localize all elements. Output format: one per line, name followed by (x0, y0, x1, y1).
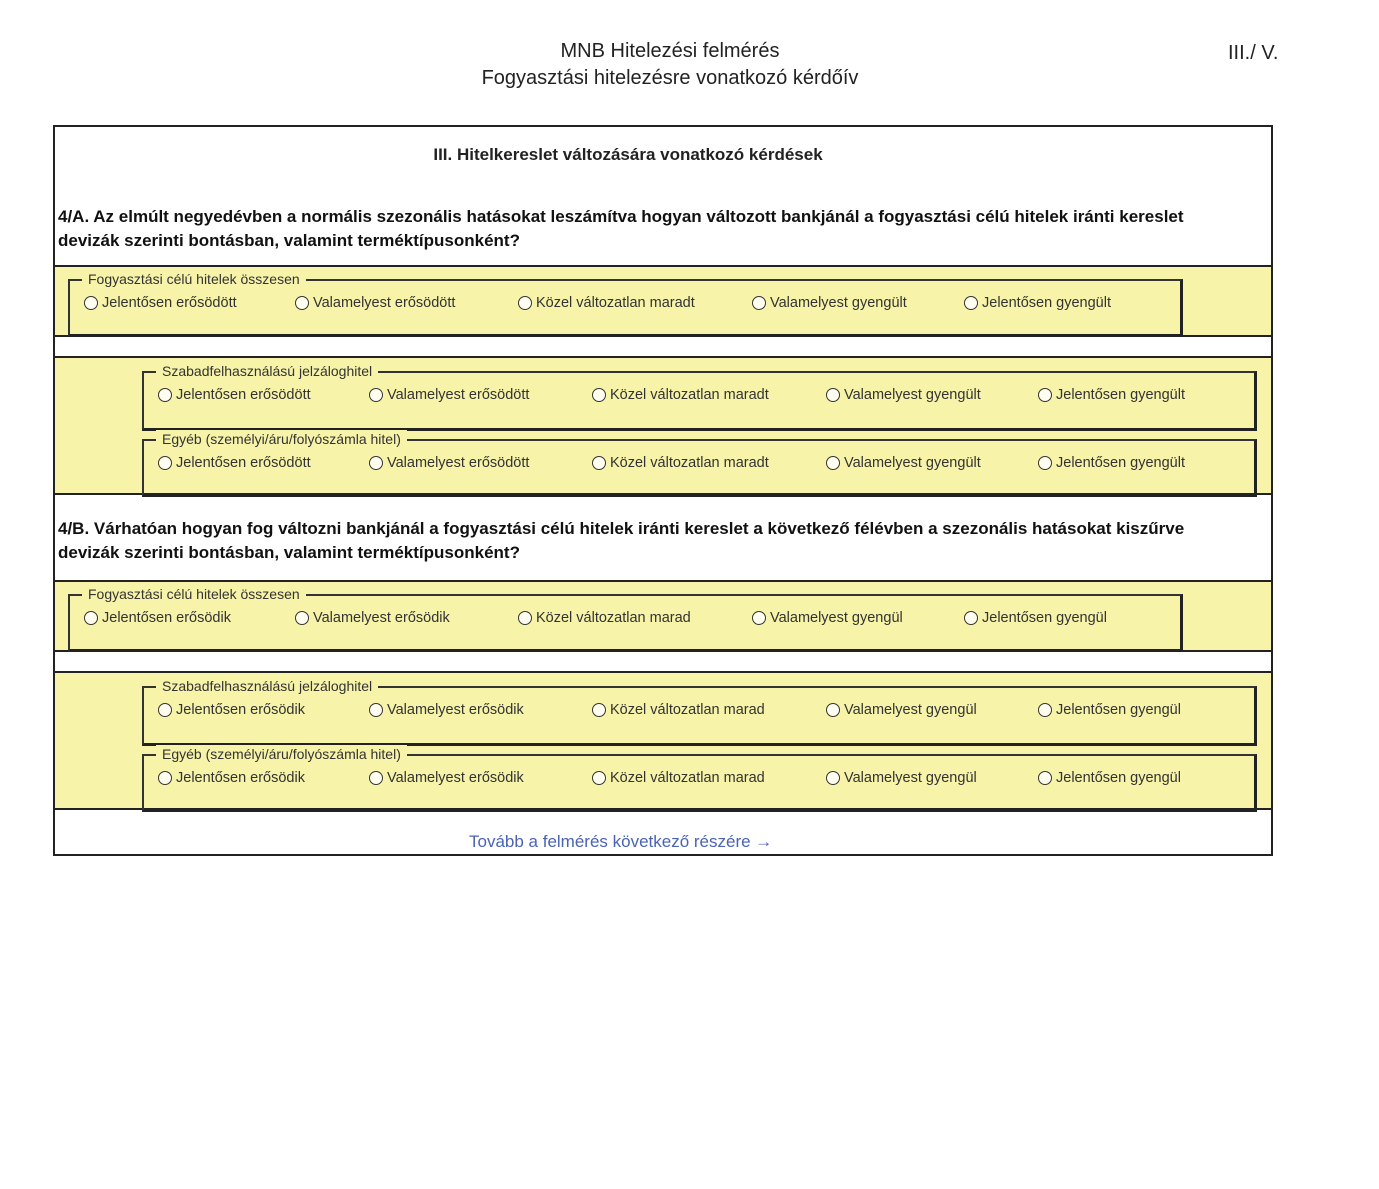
questionnaire-frame (53, 125, 1273, 856)
radio-option[interactable] (592, 702, 765, 718)
radio-label: Valamelyest erősödött (387, 455, 530, 471)
radio-option[interactable] (518, 295, 695, 311)
section-title: III. Hitelkereslet változására vonatkozó kérdések (433, 145, 823, 164)
radio-button[interactable] (518, 296, 532, 310)
radio-option[interactable] (84, 295, 237, 311)
radio-option[interactable] (1038, 387, 1185, 403)
fieldset-4a-other (142, 431, 1257, 497)
radio-option[interactable] (295, 610, 450, 626)
radio-label: Valamelyest gyengül (844, 770, 977, 786)
radio-button[interactable] (158, 771, 172, 785)
question-4b-total-band (55, 580, 1271, 652)
radio-button[interactable] (369, 456, 383, 470)
question-4b-text (58, 517, 1270, 565)
fieldset-legend: Egyéb (személyi/áru/folyószámla hitel) (156, 430, 407, 448)
question-4a-total-band (55, 265, 1271, 337)
radio-option[interactable] (158, 387, 311, 403)
fieldset-4b-other (142, 746, 1257, 812)
radio-label: Jelentősen erősödött (176, 455, 311, 471)
radio-label: Jelentősen erősödik (176, 770, 305, 786)
radio-label: Valamelyest gyengült (844, 387, 981, 403)
radio-button[interactable] (592, 771, 606, 785)
fieldset-4a-mortgage (142, 363, 1257, 431)
question-4a-types-band (55, 356, 1271, 495)
radio-label: Közel változatlan maradt (610, 455, 769, 471)
radio-button[interactable] (295, 611, 309, 625)
radio-button[interactable] (964, 611, 978, 625)
radio-button[interactable] (592, 388, 606, 402)
radio-label: Jelentősen gyengül (1056, 770, 1181, 786)
radio-label: Közel változatlan marad (610, 702, 765, 718)
radio-option[interactable] (826, 702, 977, 718)
radio-label: Közel változatlan marad (610, 770, 765, 786)
question-4a-line1: 4/A. Az elmúlt negyedévben a normális szezonális hatásokat leszámítva hogyan változott bankjánál a fogyasztási célú hitelek iránti kereslet (58, 207, 1184, 226)
radio-option[interactable] (1038, 702, 1181, 718)
radio-option[interactable] (592, 387, 769, 403)
radio-option[interactable] (369, 455, 529, 471)
radio-label: Közel változatlan maradt (536, 295, 695, 311)
page-number: III./ V. (1228, 42, 1279, 64)
radio-button[interactable] (1038, 456, 1052, 470)
question-4b-line1: 4/B. Várhatóan hogyan fog változni bankjánál a fogyasztási célú hitelek iránti kereslet a következő félévben a szezonális hatásokat kiszűrve (58, 519, 1185, 538)
radio-button[interactable] (826, 703, 840, 717)
radio-button[interactable] (158, 703, 172, 717)
radio-label: Valamelyest erősödik (387, 702, 524, 718)
radio-option[interactable] (752, 295, 907, 311)
radio-label: Jelentősen erősödött (102, 295, 237, 311)
radio-label: Jelentősen gyengül (1056, 702, 1181, 718)
radio-label: Valamelyest erősödött (387, 387, 530, 403)
radio-button[interactable] (826, 771, 840, 785)
fieldset-4a-total (68, 271, 1183, 337)
radio-option[interactable] (826, 770, 977, 786)
radio-label: Valamelyest gyengül (770, 610, 903, 626)
radio-button[interactable] (84, 296, 98, 310)
radio-button[interactable] (826, 456, 840, 470)
radio-button[interactable] (1038, 771, 1052, 785)
radio-button[interactable] (369, 703, 383, 717)
radio-label: Valamelyest erősödött (313, 295, 456, 311)
radio-button[interactable] (752, 611, 766, 625)
radio-option[interactable] (592, 770, 765, 786)
radio-button[interactable] (964, 296, 978, 310)
radio-option[interactable] (1038, 455, 1185, 471)
radio-option[interactable] (826, 455, 981, 471)
radio-label: Jelentősen gyengült (982, 295, 1111, 311)
radio-option[interactable] (369, 387, 529, 403)
radio-button[interactable] (592, 703, 606, 717)
radio-button[interactable] (158, 456, 172, 470)
radio-option[interactable] (1038, 770, 1181, 786)
fieldset-4b-mortgage (142, 678, 1257, 746)
radio-label: Közel változatlan maradt (610, 387, 769, 403)
radio-button[interactable] (592, 456, 606, 470)
radio-label: Jelentősen erősödik (102, 610, 231, 626)
radio-option[interactable] (826, 387, 981, 403)
next-section-link[interactable]: Tovább a felmérés következő részére → (469, 832, 773, 851)
radio-option[interactable] (964, 610, 1107, 626)
fieldset-legend: Fogyasztási célú hitelek összesen (82, 270, 306, 288)
radio-button[interactable] (369, 771, 383, 785)
radio-label: Valamelyest gyengült (770, 295, 907, 311)
radio-button[interactable] (369, 388, 383, 402)
survey-title: MNB Hitelezési felmérés (560, 40, 780, 62)
radio-option[interactable] (964, 295, 1111, 311)
radio-label: Közel változatlan marad (536, 610, 691, 626)
radio-label: Jelentősen gyengül (982, 610, 1107, 626)
radio-label: Valamelyest erősödik (313, 610, 450, 626)
radio-label: Jelentősen gyengült (1056, 455, 1185, 471)
radio-button[interactable] (84, 611, 98, 625)
radio-label: Valamelyest erősödik (387, 770, 524, 786)
fieldset-4b-total (68, 586, 1183, 652)
fieldset-legend: Egyéb (személyi/áru/folyószámla hitel) (156, 745, 407, 763)
fieldset-legend: Szabadfelhasználású jelzáloghitel (156, 677, 378, 695)
radio-option[interactable] (369, 770, 524, 786)
question-4a-line2: devizák szerinti bontásban, valamint terméktípusonként? (58, 231, 520, 250)
radio-label: Valamelyest gyengült (844, 455, 981, 471)
fieldset-legend: Szabadfelhasználású jelzáloghitel (156, 362, 378, 380)
radio-button[interactable] (752, 296, 766, 310)
radio-option[interactable] (158, 455, 311, 471)
radio-option[interactable] (295, 295, 455, 311)
radio-option[interactable] (158, 702, 305, 718)
radio-button[interactable] (1038, 703, 1052, 717)
radio-label: Valamelyest gyengül (844, 702, 977, 718)
radio-option[interactable] (369, 702, 524, 718)
radio-label: Jelentősen erősödik (176, 702, 305, 718)
radio-label: Jelentősen gyengült (1056, 387, 1185, 403)
radio-option[interactable] (752, 610, 903, 626)
radio-option[interactable] (84, 610, 231, 626)
radio-option[interactable] (158, 770, 305, 786)
radio-button[interactable] (158, 388, 172, 402)
radio-option[interactable] (518, 610, 691, 626)
radio-button[interactable] (1038, 388, 1052, 402)
radio-button[interactable] (826, 388, 840, 402)
radio-button[interactable] (518, 611, 532, 625)
radio-label: Jelentősen erősödött (176, 387, 311, 403)
question-4b-types-band (55, 671, 1271, 810)
fieldset-legend: Fogyasztási célú hitelek összesen (82, 585, 306, 603)
radio-option[interactable] (592, 455, 769, 471)
question-4a-text (58, 205, 1270, 253)
survey-subtitle: Fogyasztási hitelezésre vonatkozó kérdőív (481, 67, 859, 89)
radio-button[interactable] (295, 296, 309, 310)
question-4b-line2: devizák szerinti bontásban, valamint terméktípusonként? (58, 543, 520, 562)
